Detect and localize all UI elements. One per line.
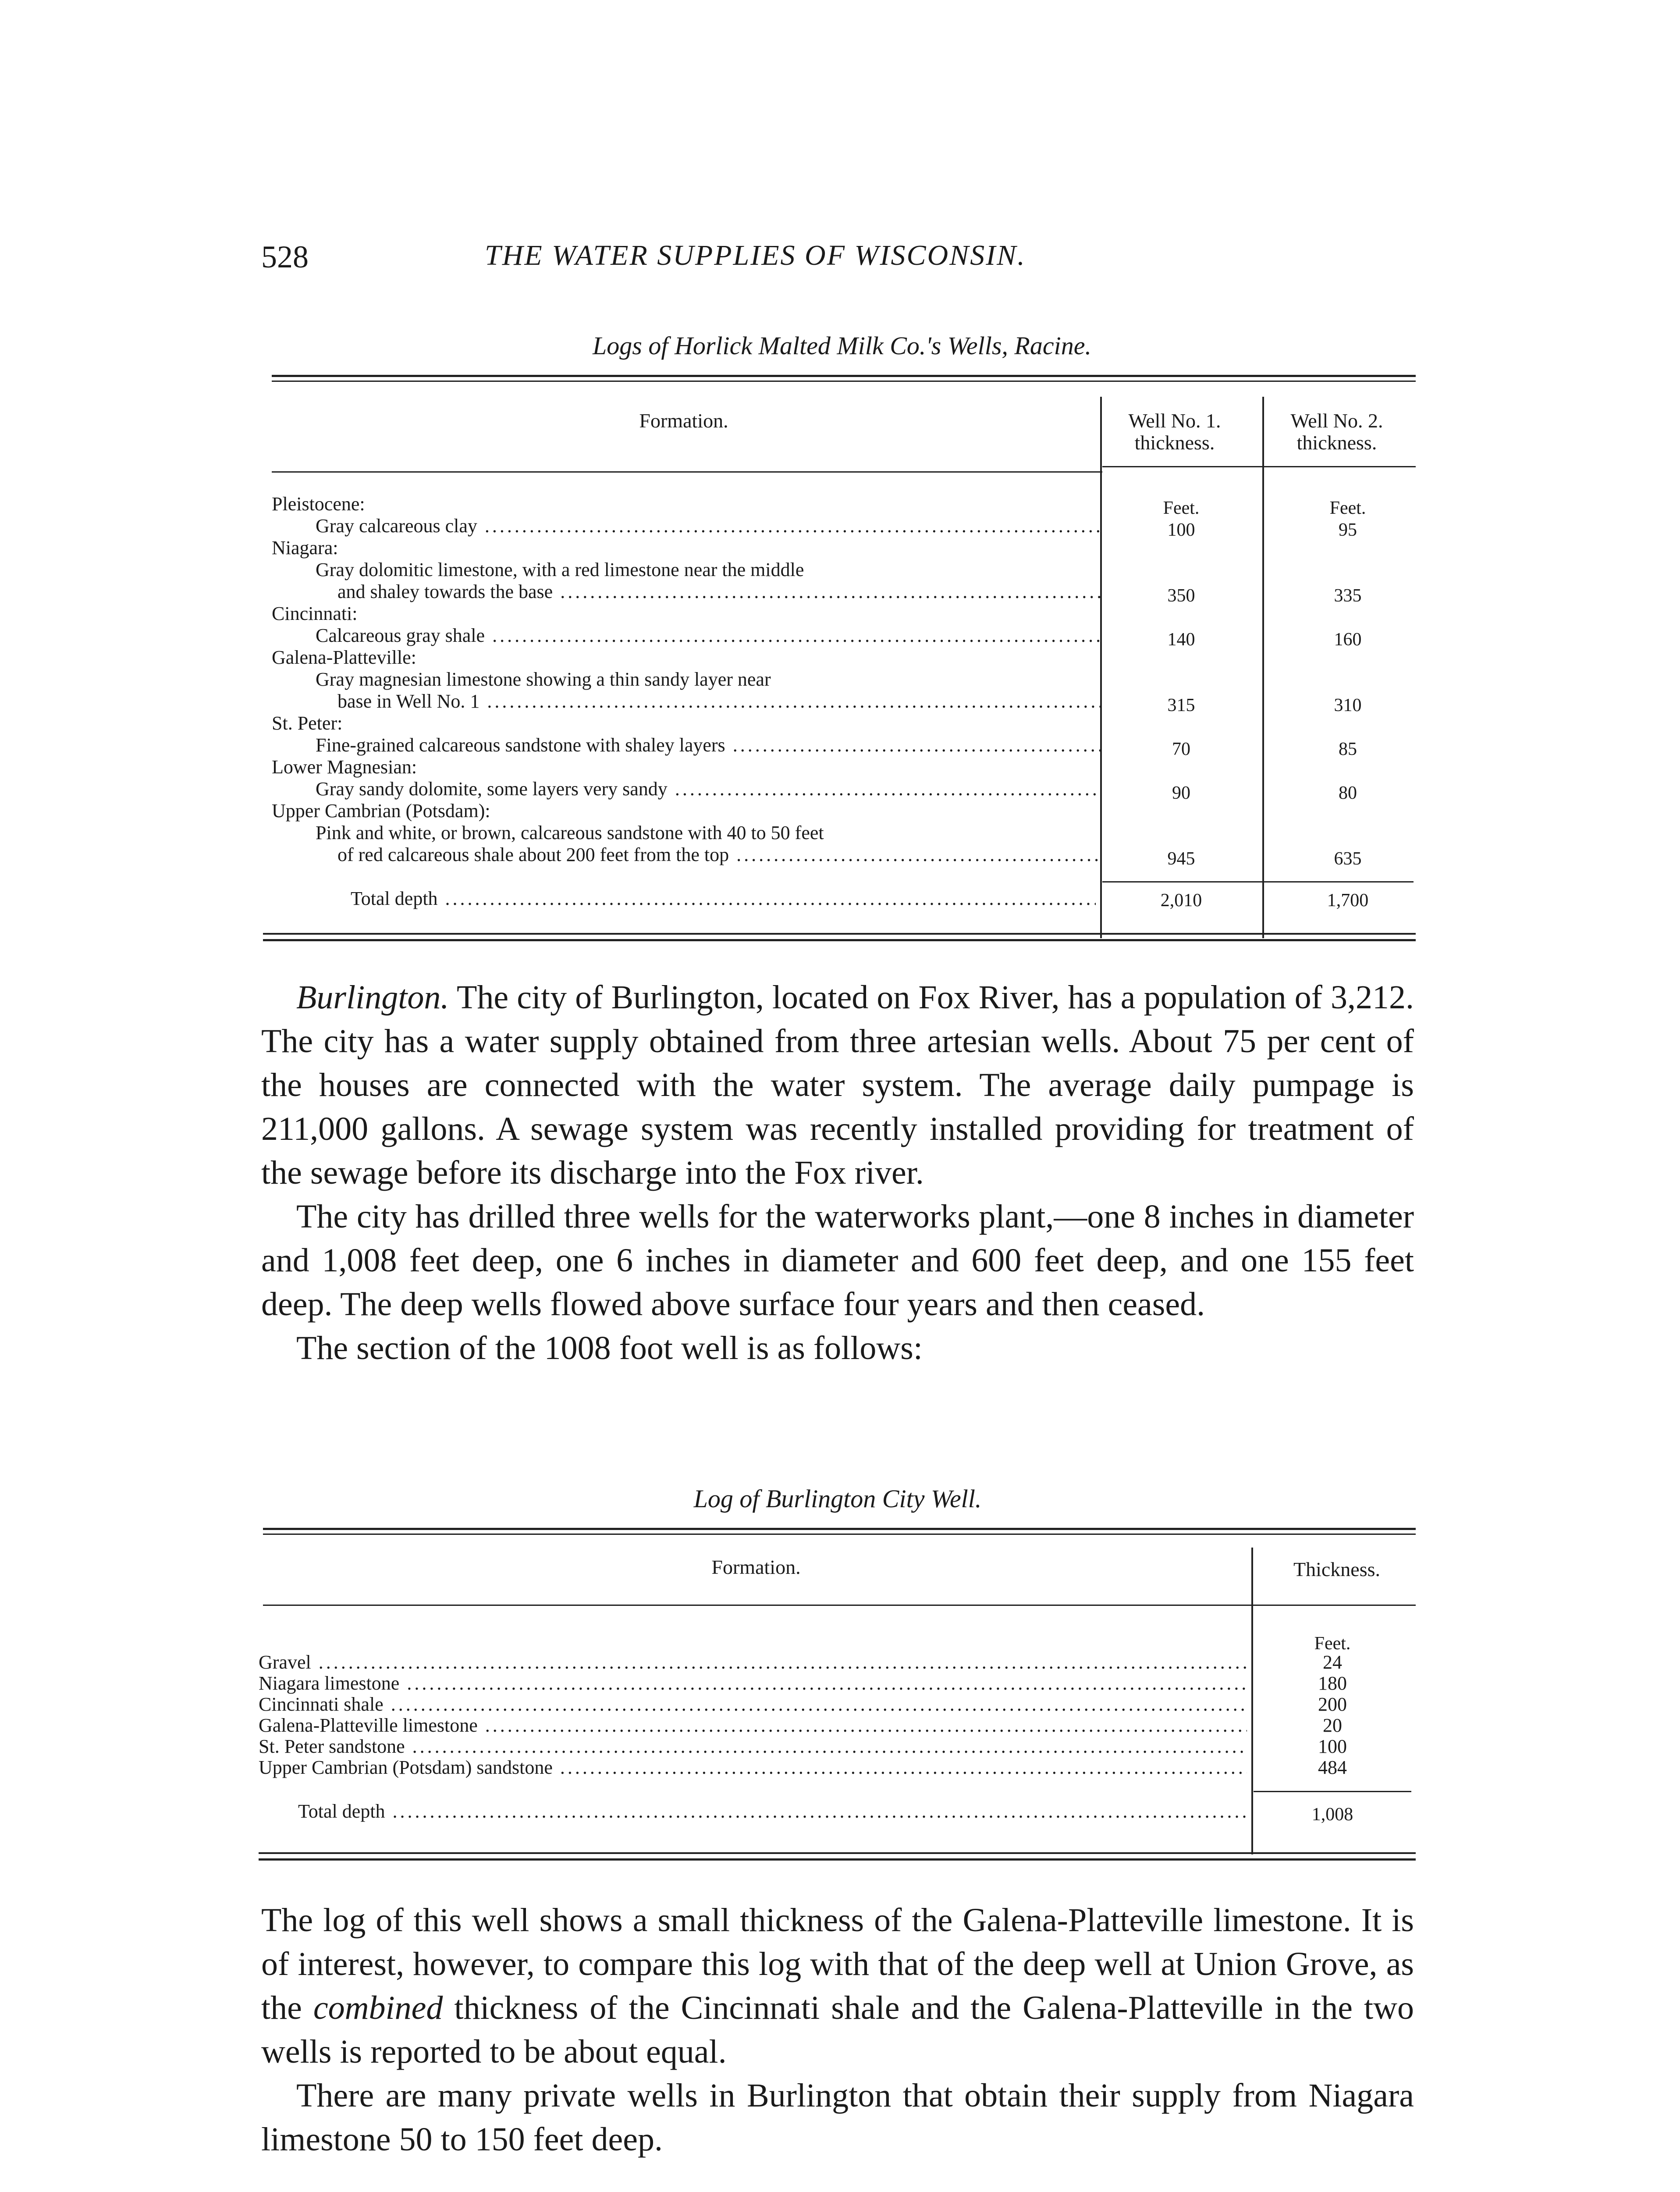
paragraph: The section of the 1008 foot well is as follows: xyxy=(296,1330,923,1366)
table-row: Cincinnati shale ..... xyxy=(259,1694,1247,1715)
row-line: Gray sandy dolomite, some layers very sandy ..... xyxy=(272,778,1100,800)
table-row: Upper Cambrian (Potsdam) sandstone ..... xyxy=(259,1757,1247,1778)
table1-unit-w2: Feet. xyxy=(1329,498,1366,518)
table1-bottom-rule xyxy=(263,933,1416,935)
row-line: and shaley towards the base ..... xyxy=(272,581,1100,603)
table2-total-rule xyxy=(1254,1791,1411,1792)
table1-caption: Logs of Horlick Malted Milk Co.'s Wells, Racine. xyxy=(593,331,1091,360)
table1-body xyxy=(272,493,1100,866)
table1-w1-value: 140 xyxy=(1167,630,1195,650)
body-text-2 xyxy=(261,1898,1414,2161)
table1-w1-value: 100 xyxy=(1167,520,1195,540)
table1-header-rule xyxy=(272,471,1102,473)
table1-bottom-rule-2 xyxy=(263,939,1416,941)
paragraph: The log of this well shows a small thickness of the Galena-Platteville limestone. It is of interest, however, to compare this log with that of the deep well at Union Grove, as the combined thickness of the Cincinnati shale and the Galena-Platteville in the two wells is reported to be about equal. xyxy=(261,1902,1414,2070)
table2-caption: Log of Burlington City Well. xyxy=(693,1484,982,1513)
row-line: Gray calcareous clay ..... xyxy=(272,515,1100,537)
running-title: THE WATER SUPPLIES OF WISCONSIN. xyxy=(485,239,1026,271)
table1-w2-value: 85 xyxy=(1339,739,1357,759)
body-text-1 xyxy=(261,975,1414,1370)
table-cell: 100 xyxy=(1318,1736,1347,1757)
table-cell: 180 xyxy=(1318,1673,1347,1694)
group-label: St. Peter: xyxy=(272,712,343,734)
paragraph: The city has drilled three wells for the waterworks plant,—one 8 inches in diameter and 1,008 feet deep, one 6 inches in diameter and 600 feet deep, and one 155 feet deep. The deep wells flowed above surface four years and then ceased. xyxy=(261,1198,1414,1323)
table2-top-rule-2 xyxy=(263,1534,1416,1535)
table2-top-rule xyxy=(263,1528,1416,1530)
group-label: Pleistocene: xyxy=(272,493,365,515)
table1-top-rule xyxy=(272,375,1416,377)
row-line: base in Well No. 1 ..... xyxy=(272,690,1100,712)
group-label: Cincinnati: xyxy=(272,603,358,624)
table1-w2-value: 80 xyxy=(1339,783,1357,803)
row-line: of red calcareous shale about 200 feet from the top ..... xyxy=(272,844,1100,866)
table2-body xyxy=(259,1652,1247,1778)
table1-unit-w1: Feet. xyxy=(1163,498,1200,518)
table2-values xyxy=(1267,1652,1398,1778)
table1-total-w1: 2,010 xyxy=(1160,890,1202,911)
table1-w2-value: 160 xyxy=(1334,630,1362,650)
table2-col-divider xyxy=(1251,1548,1253,1854)
table2-header-thickness: Thickness. xyxy=(1293,1558,1380,1580)
group-label: Niagara: xyxy=(272,537,338,559)
table1-w1-value: 315 xyxy=(1167,695,1195,715)
table-cell: 24 xyxy=(1323,1652,1342,1673)
group-label: Upper Cambrian (Potsdam): xyxy=(272,800,490,822)
table2-header-formation: Formation. xyxy=(711,1556,801,1578)
table1-col-divider-2 xyxy=(1262,397,1264,938)
row-line: Gray dolomitic limestone, with a red limestone near the middle xyxy=(316,559,804,580)
table2-total-row xyxy=(298,1801,1247,1822)
row-line: Calcareous gray shale ..... xyxy=(272,625,1100,647)
table1-header-formation: Formation. xyxy=(639,409,728,432)
total-label: Total depth xyxy=(351,888,438,909)
table1-w1-value: 945 xyxy=(1167,849,1195,869)
table-row: Niagara limestone ..... xyxy=(259,1673,1247,1694)
table1-header-rule-right xyxy=(1102,466,1416,467)
total-label: Total depth xyxy=(298,1801,385,1822)
table1-w1-value: 70 xyxy=(1172,739,1190,759)
table2-header-rule xyxy=(263,1605,1416,1606)
row-line: Fine-grained calcareous sandstone with shaley layers ..... xyxy=(272,734,1100,756)
table1-total-row xyxy=(351,888,1096,910)
page-number: 528 xyxy=(261,239,309,274)
table2-bottom-rule xyxy=(259,1852,1416,1854)
table-row: St. Peter sandstone ..... xyxy=(259,1736,1247,1757)
paragraph: There are many private wells in Burlington that obtain their supply from Niagara limestone 50 to 150 feet deep. xyxy=(261,2077,1414,2158)
row-line: Pink and white, or brown, calcareous sandstone with 40 to 50 feet xyxy=(316,822,824,843)
table-cell: 20 xyxy=(1323,1715,1342,1736)
table-row: Galena-Platteville limestone ..... xyxy=(259,1715,1247,1736)
table1-header-well1: Well No. 1. thickness. xyxy=(1128,409,1221,454)
table-cell: 484 xyxy=(1318,1757,1347,1778)
table-row: Gravel ..... xyxy=(259,1652,1247,1673)
group-label: Lower Magnesian: xyxy=(272,756,417,778)
table1-w2-value: 635 xyxy=(1334,849,1362,869)
table1-col-divider-1 xyxy=(1100,397,1102,938)
table1-total-rule xyxy=(1102,881,1414,882)
table1-total-w2: 1,700 xyxy=(1327,890,1369,911)
page-header xyxy=(261,239,1423,278)
table1-w2-value: 95 xyxy=(1339,520,1357,540)
group-label: Galena-Platteville: xyxy=(272,647,416,668)
table1-w2-value: 335 xyxy=(1334,586,1362,606)
table2-total-value: 1,008 xyxy=(1311,1804,1353,1825)
table2-bottom-rule-2 xyxy=(259,1858,1416,1861)
table2-unit: Feet. xyxy=(1314,1633,1351,1654)
paragraph: Burlington. The city of Burlington, located on Fox River, has a population of 3,212. The city has a water supply obtained from three artesian wells. About 75 per cent of the houses are connected with the water system. The average daily pumpage is 211,000 gallons. A sewage system was recently installed providing for treatment of the sewage before its discharge into the Fox river. xyxy=(261,979,1414,1191)
row-line: Gray magnesian limestone showing a thin sandy layer near xyxy=(316,669,771,690)
table1-w2-value: 310 xyxy=(1334,695,1362,715)
table1-w1-value: 90 xyxy=(1172,783,1190,803)
table1-top-rule-2 xyxy=(272,381,1416,382)
table1-w1-value: 350 xyxy=(1167,586,1195,606)
table1-header-well2: Well No. 2. thickness. xyxy=(1290,409,1383,454)
table-cell: 200 xyxy=(1318,1694,1347,1715)
